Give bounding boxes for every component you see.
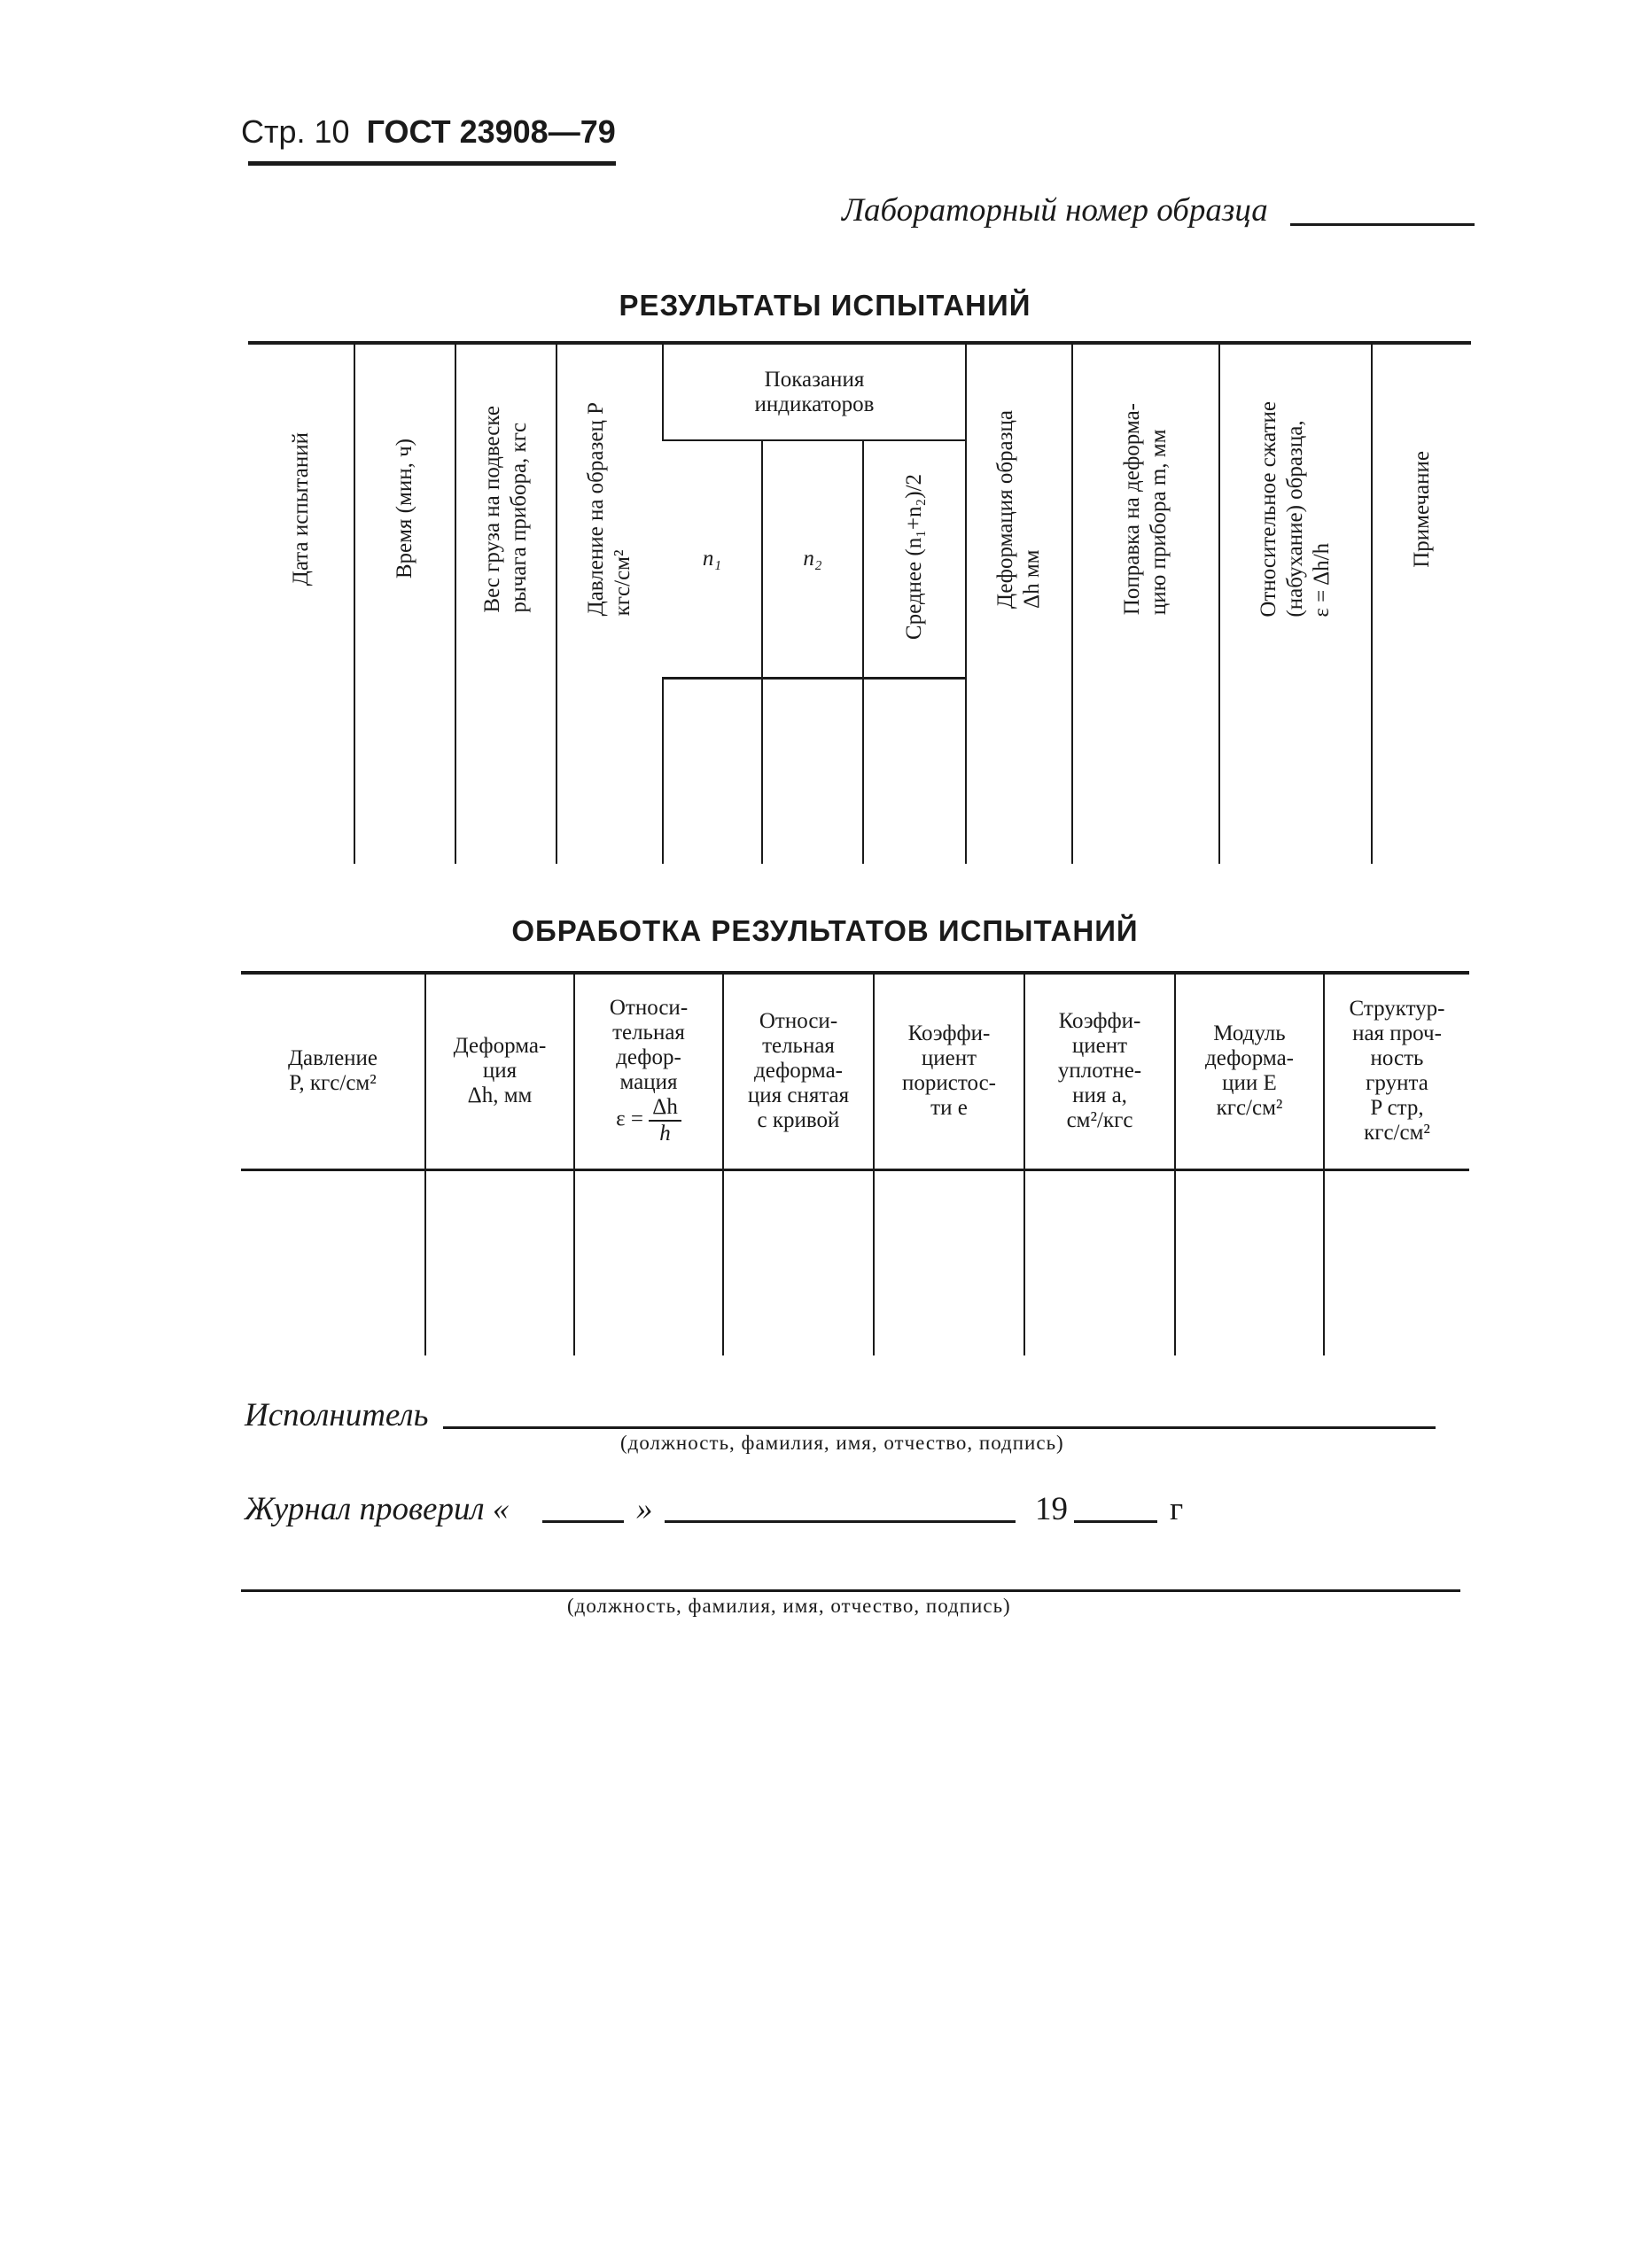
col-correction: Поправка на деформа- цию прибора m, мм [1072,343,1219,678]
col-pressure: Давление P, кгс/см² [241,973,425,1169]
cell[interactable] [354,678,455,864]
col-weight: Вес груза на подвеске рычага прибора, кгс [455,343,556,678]
col-relative: Относительное сжатие (набухание) образца, ε = Δh/h [1219,343,1372,678]
col-n2: n₂ [762,440,863,678]
cell[interactable] [556,678,663,864]
col-relative-deformation-curve: Относи- тельная деформа- ция снятая с кривой [723,973,874,1169]
lab-number-label: Лабораторный номер образца [842,192,1268,229]
col-indicators-group: Показания индикаторов [663,343,966,440]
cell[interactable] [574,1169,723,1355]
cell[interactable] [1175,1169,1324,1355]
journal-label: Журнал проверил « [245,1491,510,1527]
lab-number-field[interactable] [1290,223,1475,226]
cell[interactable] [723,1169,874,1355]
results-table-row [248,678,1471,864]
month-field[interactable] [665,1520,1016,1523]
executor-caption: (должность, фамилия, имя, отчество, подпись) [620,1432,1064,1454]
cell[interactable] [1024,1169,1175,1355]
col-porosity: Коэффи- циент пористос- ти e [874,973,1024,1169]
processing-table-title: ОБРАБОТКА РЕЗУЛЬТАТОВ ИСПЫТАНИЙ [511,914,1139,947]
header-rule [248,161,616,166]
col-strength: Структур- ная проч- ность грунта P стр, кгс/см² [1324,973,1469,1169]
cell[interactable] [455,678,556,864]
processing-table-row [241,1169,1469,1355]
cell[interactable] [874,1169,1024,1355]
cell[interactable] [248,678,354,864]
cell[interactable] [762,678,863,864]
col-modulus: Модуль деформа- ции E кгс/см² [1175,973,1324,1169]
col-time: Время (мин, ч) [354,343,455,678]
col-compaction: Коэффи- циент уплотне- ния a, см²/кгс [1024,973,1175,1169]
cell[interactable] [425,1169,574,1355]
col-deformation: Деформация образца Δh мм [966,343,1072,678]
standard-number: ГОСТ 23908—79 [366,113,616,150]
page-header [241,113,616,151]
cell[interactable] [1072,678,1219,864]
col-pressure: Давление на образец P кгс/см² [556,343,663,678]
cell[interactable] [1324,1169,1469,1355]
year-suffix: г [1170,1491,1184,1527]
cell[interactable] [1372,678,1471,864]
year-field[interactable] [1074,1520,1157,1523]
cell[interactable] [1219,678,1372,864]
col-n1: n₁ [663,440,762,678]
cell[interactable] [966,678,1072,864]
executor-field[interactable] [443,1426,1436,1429]
checker-caption: (должность, фамилия, имя, отчество, подпись) [567,1595,1011,1617]
cell[interactable] [241,1169,425,1355]
results-table-title: РЕЗУЛЬТАТЫ ИСПЫТАНИЙ [619,289,1031,322]
page-number: Стр. 10 [241,113,350,150]
col-relative-deformation: Относи- тельная дефор- мация ε = $\frac{\Delta h}{h}$ [574,973,723,1169]
year-prefix: 19 [1035,1491,1068,1527]
col-notes: Примечание [1372,343,1471,678]
col-avg: Среднее (n₁+n₂)/2 [863,440,966,678]
executor-label: Исполнитель [245,1397,429,1433]
col-deformation: Деформа- ция Δh, мм [425,973,574,1169]
col-date: Дата испытаний [288,431,313,586]
cell[interactable] [663,678,762,864]
checker-field[interactable] [241,1589,1460,1592]
results-table [248,341,1471,864]
quote-close: » [636,1491,653,1527]
processing-table [241,971,1469,1355]
cell[interactable] [863,678,966,864]
day-field[interactable] [542,1520,624,1523]
